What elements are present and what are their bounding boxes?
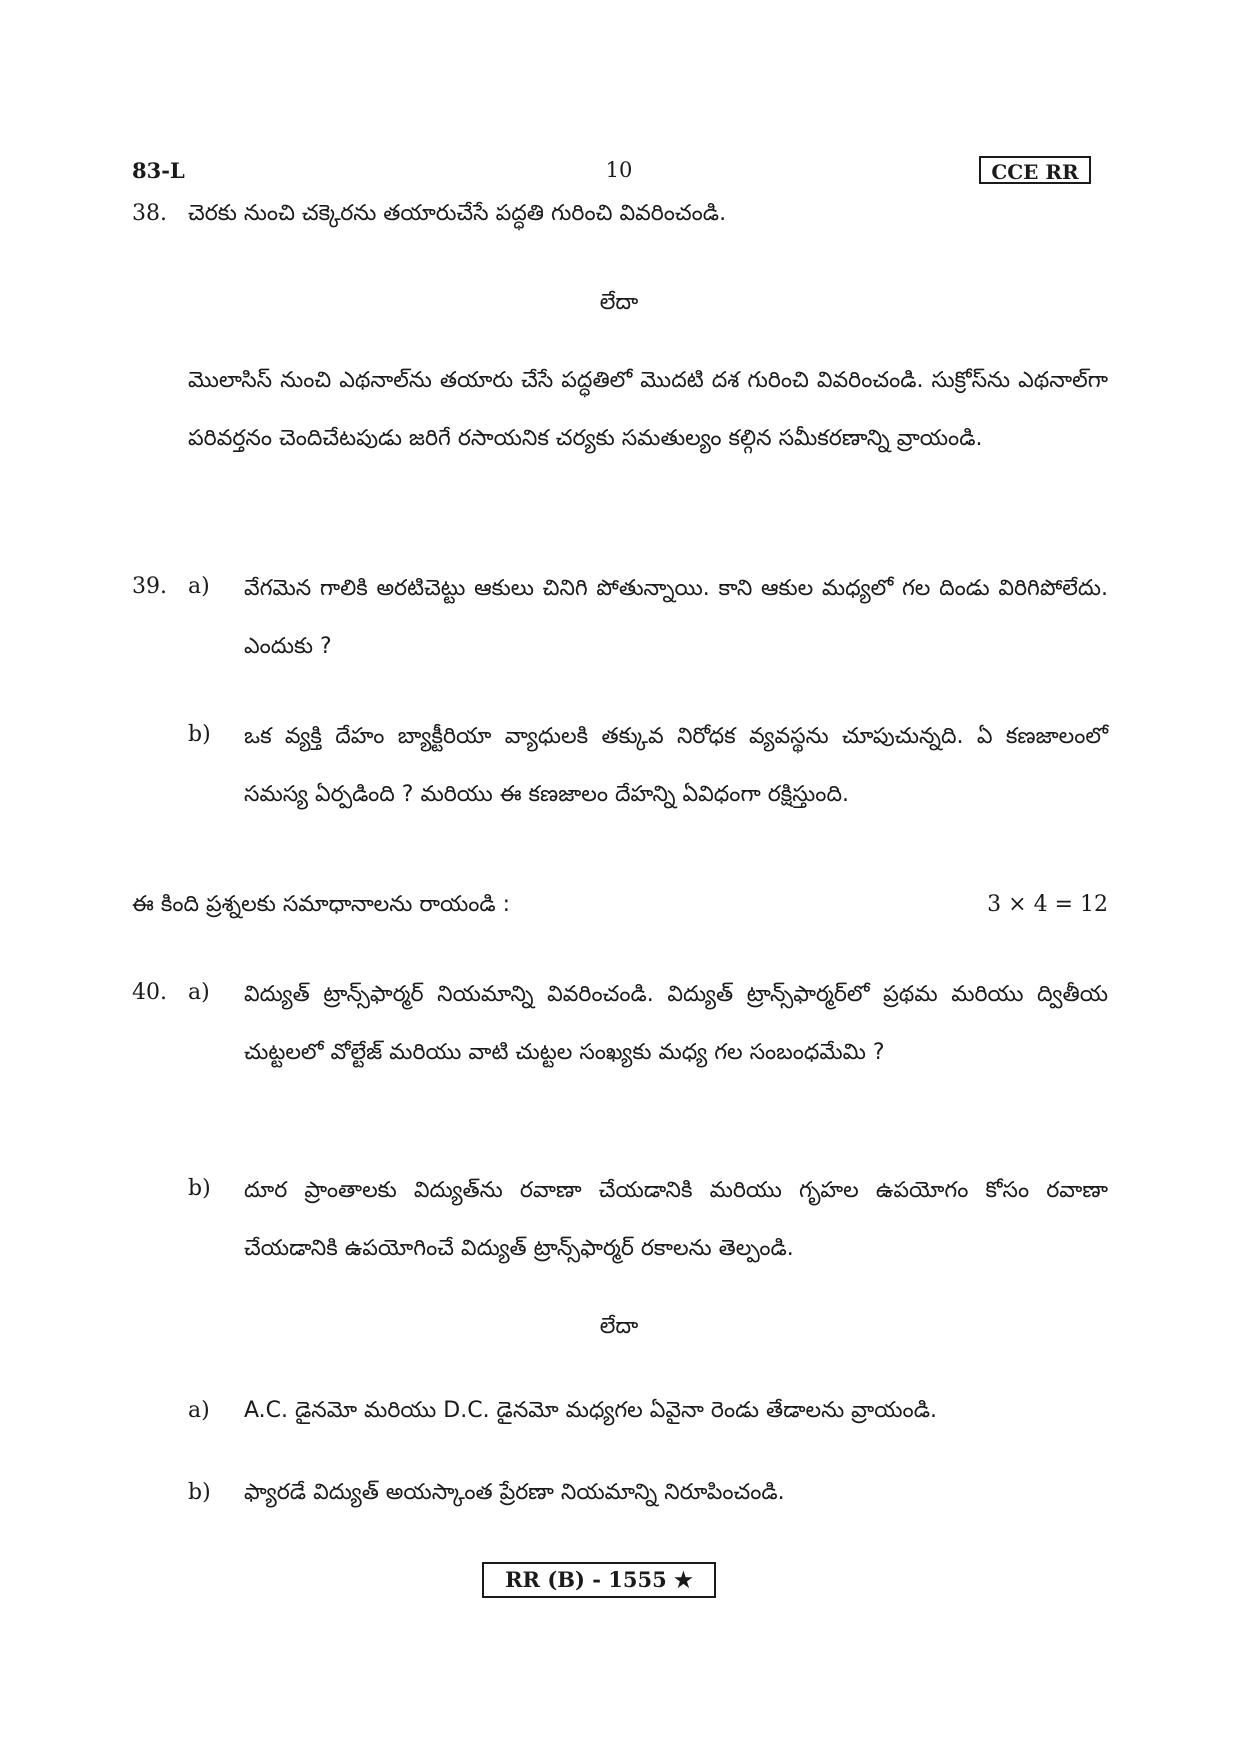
section-marks: 3 × 4 = 12 xyxy=(987,892,1108,917)
sub-label-b: b) xyxy=(188,722,211,747)
sub-label-a: a) xyxy=(188,980,210,1005)
question-40a-text: విద్యుత్ ట్రాన్స్‌ఫార్మర్ నియమాన్ని వివరించండి. విద్యుత్ ట్రాన్స్‌ఫార్మర్‌లో ప్రథమ మరియు ద్వితీయ చుట్టలలో వోల్టేజ్ మరియు వాటి చుట్టల సంఖ్యకు మధ్య గల సంబంధమేమి ? xyxy=(244,982,1108,1065)
or-separator: లేదా xyxy=(599,290,639,315)
page-number: 10 xyxy=(605,158,633,182)
question-40b-text: దూర ప్రాంతాలకు విద్యుత్‌ను రవాణా చేయడానికి మరియు గృహల ఉపయోగం కోసం రవాణా చేయడానికి ఉపయోగించే విద్యుత్ ట్రాన్స్‌ఫార్మర్ రకాలను తెల్పండి. xyxy=(244,1178,1108,1261)
sub-label-b: b) xyxy=(188,1480,211,1505)
question-number-38: 38. xyxy=(132,201,167,226)
section-instruction: ఈ కింది ప్రశ్నలకు సమాధానాలను రాయండి : xyxy=(132,892,511,917)
or-separator: లేదా xyxy=(599,1314,639,1339)
paper-code: 83-L xyxy=(132,158,185,183)
question-38-text: చెరకు నుంచి చక్కెరను తయారుచేసే పద్ధతి గురించి వివరించండి. xyxy=(188,201,727,226)
footer-code-box: RR (B) - 1555 ★ xyxy=(482,1562,716,1598)
question-number-39: 39. xyxy=(132,574,167,599)
question-39b-text: ఒక వ్యక్తి దేహం బ్యాక్టీరియా వ్యాధులకి తక్కువ నిరోధక వ్యవస్థను చూపుచున్నది. ఏ కణజాలంలో సమస్య ఏర్పడింది ? మరియు ఈ కణజాలం దేహన్ని ఏవిధంగా రక్షిస్తుంది. xyxy=(244,724,1108,807)
question-39a-text: వేగమెన గాలికి అరటిచెట్టు ఆకులు చినిగి పోతున్నాయి. కాని ఆకుల మధ్యలో గల దిండు విరిగిపోలేదు. ఎందుకు ? xyxy=(244,576,1108,659)
question-38-alternative: మొలాసిస్ నుంచి ఎథనాల్‌ను తయారు చేసే పద్ధతిలో మొదటి దశ గురించి వివరించండి. సుక్రోస్‌ను ఎథనాల్‌గా పరివర్తనం చెందిచేటపుడు జరిగే రసాయనిక చర్యకు సమతుల్యం కల్గిన సమీకరణాన్ని వ్రాయండి. xyxy=(188,368,1108,451)
question-40-alt-a-text: A.C. డైనమో మరియు D.C. డైనమో మధ్యగల ఏవైనా రెండు తేడాలను వ్రాయండి. xyxy=(244,1398,937,1423)
series-badge: CCE RR xyxy=(979,156,1091,184)
question-40-alt-b-text: ఫ్యారడే విద్యుత్ అయస్కాంత ప్రేరణా నియమాన్ని నిరూపించండి. xyxy=(244,1480,785,1505)
sub-label-b: b) xyxy=(188,1176,211,1201)
sub-label-a: a) xyxy=(188,574,210,599)
question-number-40: 40. xyxy=(132,980,167,1005)
sub-label-a: a) xyxy=(188,1398,210,1423)
